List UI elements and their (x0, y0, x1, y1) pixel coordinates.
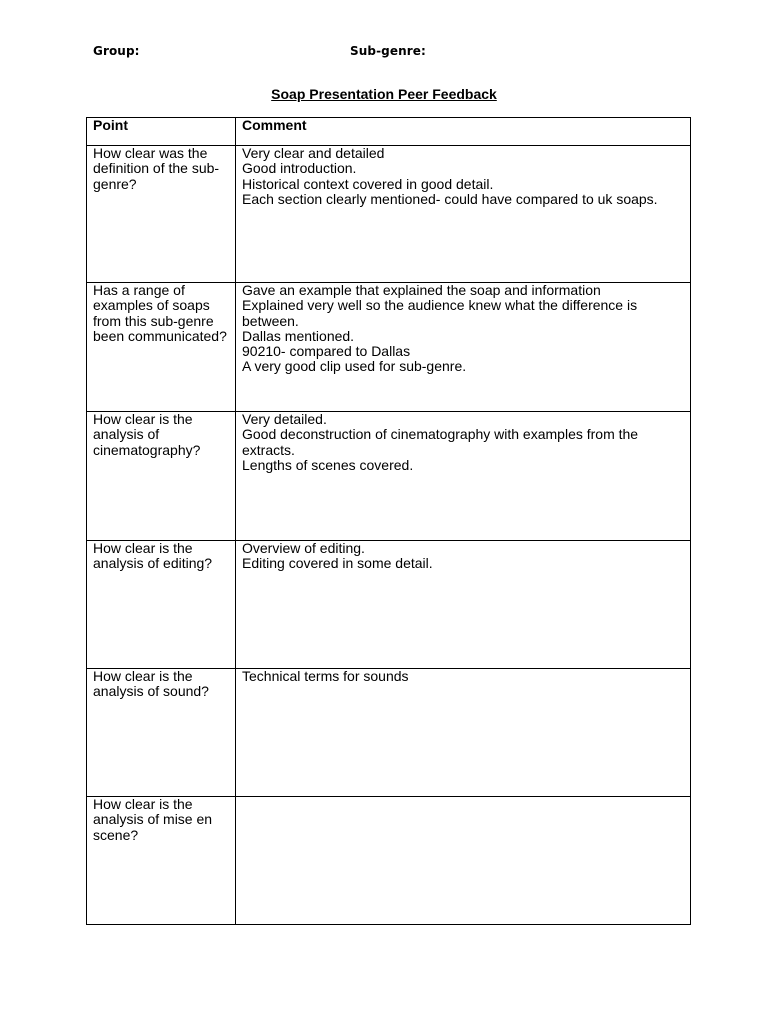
comment-line: Overview of editing. (242, 540, 365, 556)
table-row (87, 797, 691, 925)
comment-line: Lengths of scenes covered. (242, 456, 414, 473)
comment-cell (236, 412, 691, 541)
table-row (87, 412, 691, 541)
comment-line: Explained very well so the audience knew what the difference is between. (242, 297, 638, 329)
table-row (87, 283, 691, 412)
comment-cell (236, 283, 691, 412)
group-label: Group: (93, 44, 140, 58)
comment-line: Gave an example that explained the soap and information (242, 282, 601, 298)
subgenre-label: Sub-genre: (350, 44, 426, 58)
comment-line: Very clear and detailed (242, 145, 385, 161)
table-row (87, 669, 691, 797)
page-title: Soap Presentation Peer Feedback (271, 86, 497, 102)
comment-line: Very detailed. (242, 411, 327, 427)
comment-cell (236, 146, 691, 283)
comment-line: Editing covered in some detail. (242, 555, 433, 572)
comment-cell (236, 797, 691, 925)
table-header-row (87, 118, 691, 146)
comment-line: A very good clip used for sub-genre. (242, 358, 467, 375)
point-cell: How clear is the analysis of sound? (87, 669, 236, 797)
table-row (87, 541, 691, 669)
comment-line: Good introduction. (242, 160, 357, 177)
comment-line: Dallas mentioned. (242, 327, 355, 344)
comment-line: Technical terms for sounds (242, 668, 409, 684)
comment-cell (236, 541, 691, 669)
column-header-comment: Comment (236, 118, 691, 146)
comment-line: Historical context covered in good detail. (242, 175, 494, 192)
point-cell: How clear is the analysis of cinematography? (87, 412, 236, 541)
table-row (87, 146, 691, 283)
point-cell: Has a range of examples of soaps from this sub-genre been communicated? (87, 283, 236, 412)
feedback-table (86, 117, 691, 925)
comment-line: Good deconstruction of cinematography with examples from the extracts. (242, 426, 639, 458)
point-cell: How clear was the definition of the sub-genre? (87, 146, 236, 283)
column-header-point: Point (87, 118, 236, 146)
point-cell: How clear is the analysis of editing? (87, 541, 236, 669)
comment-line: Each section clearly mentioned- could have compared to uk soaps. (242, 190, 658, 207)
comment-line: 90210- compared to Dallas (242, 343, 411, 360)
point-cell: How clear is the analysis of mise en scene? (87, 797, 236, 925)
comment-cell (236, 669, 691, 797)
